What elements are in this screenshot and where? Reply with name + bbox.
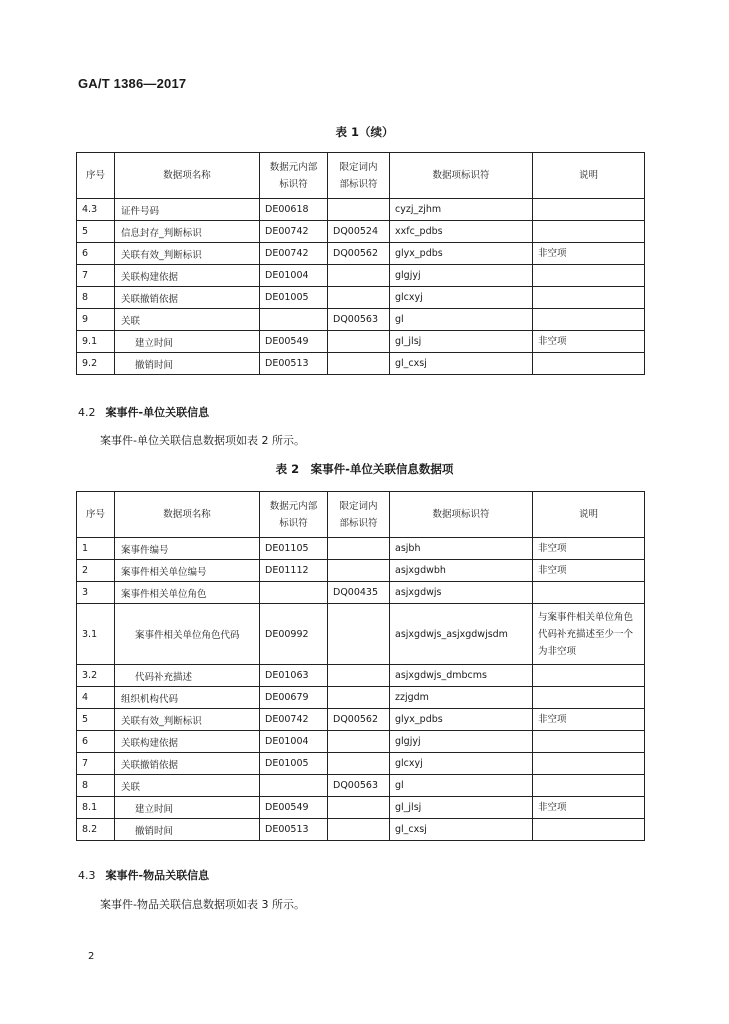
cell-note: 与案事件相关单位角色代码补充描述至少一个为非空项 bbox=[533, 604, 645, 665]
cell-seq: 9 bbox=[77, 309, 115, 331]
cell-de: DE00549 bbox=[260, 331, 328, 353]
table-row bbox=[77, 709, 645, 731]
cell-name: 关联有效_判断标识 bbox=[115, 243, 260, 265]
cell-id: asjxgdwjs_asjxgdwjsdm bbox=[390, 604, 533, 665]
cell-note: 非空项 bbox=[533, 538, 645, 560]
cell-name: 案事件相关单位角色代码 bbox=[115, 604, 260, 665]
cell-note bbox=[533, 309, 645, 331]
cell-id: gl_cxsj bbox=[390, 819, 533, 841]
cell-note bbox=[533, 775, 645, 797]
cell-name: 关联有效_判断标识 bbox=[115, 709, 260, 731]
cell-de: DE01004 bbox=[260, 265, 328, 287]
header-de-line1: 数据元内部 bbox=[269, 500, 318, 512]
cell-dq bbox=[328, 331, 390, 353]
cell-seq: 3.1 bbox=[77, 604, 115, 665]
table-row bbox=[77, 731, 645, 753]
table-row bbox=[77, 753, 645, 775]
cell-note bbox=[533, 221, 645, 243]
cell-de bbox=[260, 309, 328, 331]
cell-id: xxfc_pdbs bbox=[390, 221, 533, 243]
cell-dq: DQ00562 bbox=[328, 709, 390, 731]
table-row bbox=[77, 243, 645, 265]
cell-dq bbox=[328, 731, 390, 753]
cell-id: zzjgdm bbox=[390, 687, 533, 709]
cell-note bbox=[533, 731, 645, 753]
section-4-3-heading bbox=[78, 867, 209, 883]
table2 bbox=[76, 491, 645, 841]
cell-seq: 7 bbox=[77, 265, 115, 287]
cell-de: DE00742 bbox=[260, 221, 328, 243]
cell-seq: 9.1 bbox=[77, 331, 115, 353]
cell-name: 建立时间 bbox=[115, 331, 260, 353]
cell-id: glgjyj bbox=[390, 731, 533, 753]
cell-id: glgjyj bbox=[390, 265, 533, 287]
table-row bbox=[77, 265, 645, 287]
cell-de: DE00742 bbox=[260, 243, 328, 265]
table-row bbox=[77, 538, 645, 560]
table-row bbox=[77, 287, 645, 309]
header-id: 数据项标识符 bbox=[390, 492, 533, 538]
cell-dq: DQ00563 bbox=[328, 775, 390, 797]
table-row bbox=[77, 775, 645, 797]
header-id: 数据项标识符 bbox=[390, 153, 533, 199]
cell-de: DE00679 bbox=[260, 687, 328, 709]
table-row bbox=[77, 221, 645, 243]
cell-id: glyx_pdbs bbox=[390, 243, 533, 265]
cell-seq: 5 bbox=[77, 709, 115, 731]
cell-note bbox=[533, 287, 645, 309]
table-row bbox=[77, 604, 645, 665]
cell-seq: 8.1 bbox=[77, 797, 115, 819]
cell-note: 非空项 bbox=[533, 797, 645, 819]
cell-note bbox=[533, 819, 645, 841]
cell-seq: 8 bbox=[77, 287, 115, 309]
header-note: 说明 bbox=[533, 492, 645, 538]
header-dq-line2: 部标识符 bbox=[339, 517, 378, 529]
table-row bbox=[77, 582, 645, 604]
cell-seq: 6 bbox=[77, 243, 115, 265]
table1-title: 表 1（续） bbox=[335, 125, 394, 139]
cell-dq bbox=[328, 538, 390, 560]
table1-header-row bbox=[77, 153, 645, 199]
cell-id: asjbh bbox=[390, 538, 533, 560]
cell-note bbox=[533, 753, 645, 775]
cell-id: gl_jlsj bbox=[390, 331, 533, 353]
table-row bbox=[77, 199, 645, 221]
cell-id: asjxgdwjs bbox=[390, 582, 533, 604]
cell-note: 非空项 bbox=[533, 243, 645, 265]
cell-de: DE01005 bbox=[260, 287, 328, 309]
cell-dq: DQ00435 bbox=[328, 582, 390, 604]
cell-name: 代码补充描述 bbox=[115, 665, 260, 687]
header-de-line2: 标识符 bbox=[279, 517, 308, 529]
cell-dq bbox=[328, 604, 390, 665]
cell-dq bbox=[328, 353, 390, 375]
cell-de: DE00513 bbox=[260, 353, 328, 375]
cell-name: 组织机构代码 bbox=[115, 687, 260, 709]
cell-dq bbox=[328, 797, 390, 819]
table-row bbox=[77, 353, 645, 375]
cell-dq bbox=[328, 265, 390, 287]
header-seq: 序号 bbox=[77, 153, 115, 199]
header-de-line1: 数据元内部 bbox=[269, 161, 318, 173]
cell-id: cyzj_zjhm bbox=[390, 199, 533, 221]
cell-id: gl_jlsj bbox=[390, 797, 533, 819]
cell-de bbox=[260, 582, 328, 604]
cell-de: DE01004 bbox=[260, 731, 328, 753]
header-name: 数据项名称 bbox=[115, 492, 260, 538]
header-dq bbox=[328, 492, 390, 538]
table-row bbox=[77, 665, 645, 687]
cell-note bbox=[533, 265, 645, 287]
header-de bbox=[260, 153, 328, 199]
cell-id: gl_cxsj bbox=[390, 353, 533, 375]
header-seq: 序号 bbox=[77, 492, 115, 538]
header-dq bbox=[328, 153, 390, 199]
cell-name: 关联撤销依据 bbox=[115, 753, 260, 775]
section-title: 案事件-单位关联信息 bbox=[105, 406, 210, 419]
cell-note: 非空项 bbox=[533, 709, 645, 731]
cell-name: 撤销时间 bbox=[115, 353, 260, 375]
header-de bbox=[260, 492, 328, 538]
cell-name: 关联 bbox=[115, 309, 260, 331]
section-4-3-paragraph: 案事件-物品关联信息数据项如表 3 所示。 bbox=[100, 898, 305, 911]
cell-dq: DQ00562 bbox=[328, 243, 390, 265]
cell-seq: 5 bbox=[77, 221, 115, 243]
cell-dq bbox=[328, 753, 390, 775]
header-dq-line1: 限定词内 bbox=[339, 500, 378, 512]
cell-dq bbox=[328, 665, 390, 687]
header-de-line2: 标识符 bbox=[279, 178, 308, 190]
cell-name: 信息封存_判断标识 bbox=[115, 221, 260, 243]
cell-note bbox=[533, 353, 645, 375]
cell-seq: 3 bbox=[77, 582, 115, 604]
table1 bbox=[76, 152, 645, 375]
cell-note bbox=[533, 582, 645, 604]
cell-id: glyx_pdbs bbox=[390, 709, 533, 731]
table2-title: 表 2 案事件-单位关联信息数据项 bbox=[275, 462, 454, 476]
section-4-2-paragraph: 案事件-单位关联信息数据项如表 2 所示。 bbox=[100, 434, 305, 447]
section-4-2-heading bbox=[78, 404, 209, 420]
cell-note: 非空项 bbox=[533, 331, 645, 353]
cell-seq: 2 bbox=[77, 560, 115, 582]
header-dq-line2: 部标识符 bbox=[339, 178, 378, 190]
table-row bbox=[77, 687, 645, 709]
cell-dq bbox=[328, 287, 390, 309]
cell-de: DE01105 bbox=[260, 538, 328, 560]
cell-de: DE00549 bbox=[260, 797, 328, 819]
cell-de: DE01063 bbox=[260, 665, 328, 687]
cell-de: DE00618 bbox=[260, 199, 328, 221]
cell-name: 案事件相关单位角色 bbox=[115, 582, 260, 604]
cell-de: DE00992 bbox=[260, 604, 328, 665]
cell-name: 关联构建依据 bbox=[115, 265, 260, 287]
section-number: 4.2 bbox=[78, 406, 96, 419]
cell-note: 非空项 bbox=[533, 560, 645, 582]
cell-dq bbox=[328, 819, 390, 841]
table-row bbox=[77, 797, 645, 819]
cell-name: 关联撤销依据 bbox=[115, 287, 260, 309]
cell-name: 案事件相关单位编号 bbox=[115, 560, 260, 582]
header-dq-line1: 限定词内 bbox=[339, 161, 378, 173]
table-row bbox=[77, 560, 645, 582]
cell-de: DE01005 bbox=[260, 753, 328, 775]
cell-name: 关联构建依据 bbox=[115, 731, 260, 753]
table-row bbox=[77, 309, 645, 331]
cell-note bbox=[533, 687, 645, 709]
cell-id: glcxyj bbox=[390, 287, 533, 309]
cell-seq: 4 bbox=[77, 687, 115, 709]
cell-id: asjxgdwbh bbox=[390, 560, 533, 582]
cell-dq: DQ00524 bbox=[328, 221, 390, 243]
cell-seq: 1 bbox=[77, 538, 115, 560]
section-title: 案事件-物品关联信息 bbox=[105, 869, 210, 882]
cell-dq bbox=[328, 560, 390, 582]
cell-de bbox=[260, 775, 328, 797]
cell-de: DE01112 bbox=[260, 560, 328, 582]
cell-de: DE00513 bbox=[260, 819, 328, 841]
header-note: 说明 bbox=[533, 153, 645, 199]
cell-name: 建立时间 bbox=[115, 797, 260, 819]
cell-name: 证件号码 bbox=[115, 199, 260, 221]
cell-de: DE00742 bbox=[260, 709, 328, 731]
cell-id: glcxyj bbox=[390, 753, 533, 775]
cell-name: 撤销时间 bbox=[115, 819, 260, 841]
table-row bbox=[77, 331, 645, 353]
table-row bbox=[77, 819, 645, 841]
cell-seq: 8.2 bbox=[77, 819, 115, 841]
header-name: 数据项名称 bbox=[115, 153, 260, 199]
cell-id: asjxgdwjs_dmbcms bbox=[390, 665, 533, 687]
document-code: GA/T 1386—2017 bbox=[78, 76, 187, 91]
cell-id: gl bbox=[390, 309, 533, 331]
cell-seq: 3.2 bbox=[77, 665, 115, 687]
cell-name: 案事件编号 bbox=[115, 538, 260, 560]
cell-dq: DQ00563 bbox=[328, 309, 390, 331]
cell-dq bbox=[328, 687, 390, 709]
section-number: 4.3 bbox=[78, 869, 96, 882]
cell-seq: 4.3 bbox=[77, 199, 115, 221]
cell-seq: 6 bbox=[77, 731, 115, 753]
cell-dq bbox=[328, 199, 390, 221]
cell-id: gl bbox=[390, 775, 533, 797]
table2-header-row bbox=[77, 492, 645, 538]
cell-note bbox=[533, 665, 645, 687]
cell-name: 关联 bbox=[115, 775, 260, 797]
cell-seq: 7 bbox=[77, 753, 115, 775]
cell-note bbox=[533, 199, 645, 221]
cell-seq: 9.2 bbox=[77, 353, 115, 375]
page-number: 2 bbox=[88, 951, 95, 962]
cell-seq: 8 bbox=[77, 775, 115, 797]
